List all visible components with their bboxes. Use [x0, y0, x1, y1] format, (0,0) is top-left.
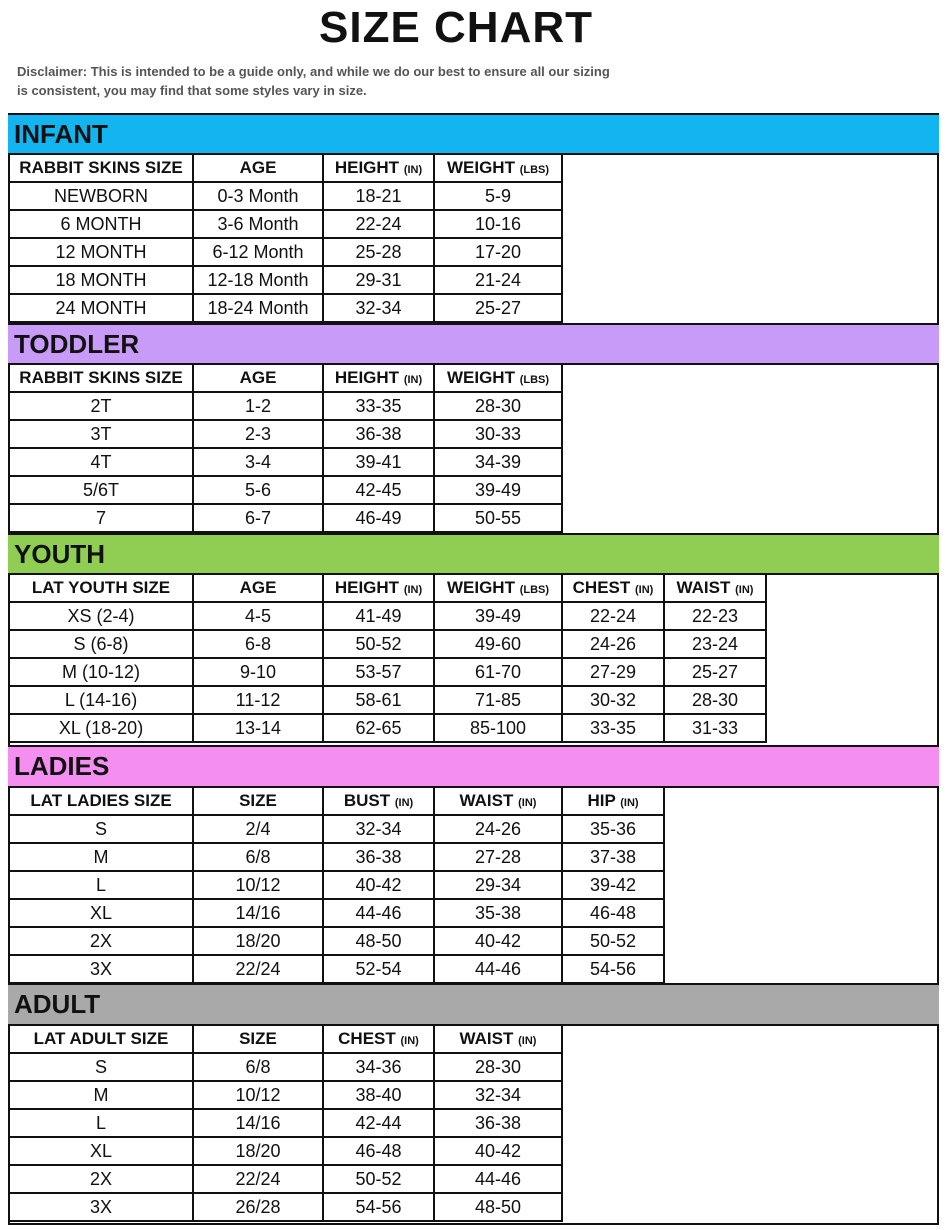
table-cell: 18 MONTH: [9, 266, 193, 294]
table-cell: 39-41: [323, 448, 434, 476]
table-cell: 22-23: [664, 602, 766, 630]
table-cell: 24-26: [562, 630, 664, 658]
table-cell: 21-24: [434, 266, 562, 294]
column-header-unit: (IN): [518, 1035, 537, 1047]
table-cell: NEWBORN: [9, 182, 193, 210]
table-cell: 18/20: [193, 1137, 323, 1165]
column-header-label: WAIST: [459, 791, 514, 810]
page-title: SIZE CHART: [319, 3, 593, 52]
table-cell: 32-34: [323, 815, 434, 843]
column-header-label: SIZE: [239, 1029, 277, 1048]
table-cell: 24 MONTH: [9, 294, 193, 322]
table-cell: 25-27: [434, 294, 562, 322]
table-cell: 33-35: [562, 714, 664, 742]
table-cell: 48-50: [323, 927, 434, 955]
column-header-unit: (IN): [394, 797, 414, 809]
table-cell: 6-12 Month: [193, 238, 323, 266]
table-cell: 50-52: [323, 1165, 434, 1193]
table-cell: 44-46: [434, 1165, 562, 1193]
table-cell: 85-100: [434, 714, 562, 742]
table-cell: 32-34: [434, 1081, 562, 1109]
column-header: [9, 787, 193, 815]
column-header: [9, 154, 193, 182]
column-header-unit: (IN): [620, 797, 639, 809]
table-row: [9, 927, 664, 955]
column-header: [434, 154, 562, 182]
table-cell: 50-52: [562, 927, 664, 955]
column-header-unit: (IN): [735, 584, 754, 596]
column-header-label: HEIGHT: [334, 158, 400, 177]
table-cell: S: [9, 815, 193, 843]
table-cell: 10/12: [193, 871, 323, 899]
table-cell: 9-10: [193, 658, 323, 686]
table-row: [9, 815, 664, 843]
size-table: [8, 786, 665, 984]
table-cell: 25-28: [323, 238, 434, 266]
table-cell: 28-30: [434, 392, 562, 420]
column-header-label: RABBIT SKINS SIZE: [19, 158, 183, 177]
table-row: [9, 686, 766, 714]
table-cell: 5-6: [193, 476, 323, 504]
column-header-unit: (IN): [403, 374, 423, 386]
size-table: [8, 573, 767, 743]
table-row: [9, 1165, 562, 1193]
column-header-label: WEIGHT: [446, 578, 515, 597]
column-header: [9, 574, 193, 602]
table-row: [9, 1193, 562, 1221]
table-cell: 6 MONTH: [9, 210, 193, 238]
table-cell: 1-2: [193, 392, 323, 420]
table-cell: 40-42: [434, 927, 562, 955]
table-cell: 12 MONTH: [9, 238, 193, 266]
table-cell: 34-39: [434, 448, 562, 476]
column-header: [434, 1025, 562, 1053]
column-header-label: HEIGHT: [334, 578, 400, 597]
table-cell: 61-70: [434, 658, 562, 686]
table-cell: 28-30: [664, 686, 766, 714]
table-cell: 58-61: [323, 686, 434, 714]
table-row: [9, 476, 562, 504]
column-header: [664, 574, 766, 602]
column-header-label: LAT ADULT SIZE: [33, 1029, 169, 1048]
column-header-label: RABBIT SKINS SIZE: [19, 368, 183, 387]
column-header: [193, 1025, 323, 1053]
column-header: [434, 574, 562, 602]
table-row: [9, 182, 562, 210]
table-cell: 36-38: [434, 1109, 562, 1137]
table-cell: 36-38: [323, 843, 434, 871]
column-header-label: WEIGHT: [446, 158, 515, 177]
size-table: [8, 153, 563, 323]
column-header-label: AGE: [239, 578, 277, 597]
table-row: [9, 1053, 562, 1081]
table-cell: 2-3: [193, 420, 323, 448]
table-row: [9, 1137, 562, 1165]
table-cell: 33-35: [323, 392, 434, 420]
table-cell: 23-24: [664, 630, 766, 658]
table-cell: 30-33: [434, 420, 562, 448]
table-header-row: [9, 787, 664, 815]
disclaimer-text: Disclaimer: This is intended to be a guide only, and while we do our best to ensure all our sizing is consistent, you may find that some styles vary in size.: [17, 64, 610, 98]
table-cell: 46-49: [323, 504, 434, 532]
column-header-label: CHEST: [572, 578, 631, 597]
table-cell: 14/16: [193, 1109, 323, 1137]
table-cell: 3X: [9, 955, 193, 983]
column-header: [434, 364, 562, 392]
table-cell: 3T: [9, 420, 193, 448]
table-cell: 22/24: [193, 955, 323, 983]
column-header: [193, 364, 323, 392]
table-cell: M (10-12): [9, 658, 193, 686]
table-cell: M: [9, 1081, 193, 1109]
column-header: [323, 1025, 434, 1053]
table-cell: 32-34: [323, 294, 434, 322]
column-header-label: WAIST: [459, 1029, 514, 1048]
table-cell: 6/8: [193, 843, 323, 871]
column-header: [562, 574, 664, 602]
section-heading: TODDLER: [8, 323, 939, 365]
table-row: [9, 843, 664, 871]
column-header: [323, 787, 434, 815]
table-row: [9, 955, 664, 983]
table-cell: 10/12: [193, 1081, 323, 1109]
table-cell: 34-36: [323, 1053, 434, 1081]
column-header: [193, 574, 323, 602]
section-heading: INFANT: [8, 113, 939, 155]
table-cell: XL: [9, 899, 193, 927]
table-cell: L (14-16): [9, 686, 193, 714]
table-cell: 36-38: [323, 420, 434, 448]
table-cell: 54-56: [323, 1193, 434, 1221]
table-cell: 2X: [9, 927, 193, 955]
table-cell: 29-31: [323, 266, 434, 294]
table-row: [9, 210, 562, 238]
column-header-label: WEIGHT: [446, 368, 515, 387]
table-cell: 39-42: [562, 871, 664, 899]
table-row: [9, 871, 664, 899]
table-cell: 27-28: [434, 843, 562, 871]
table-cell: 12-18 Month: [193, 266, 323, 294]
table-cell: 14/16: [193, 899, 323, 927]
size-table: [8, 1024, 563, 1222]
section-heading: LADIES: [8, 745, 939, 788]
table-cell: 39-49: [434, 476, 562, 504]
table-cell: 44-46: [323, 899, 434, 927]
table-cell: 17-20: [434, 238, 562, 266]
table-cell: 30-32: [562, 686, 664, 714]
table-cell: 40-42: [434, 1137, 562, 1165]
section-heading: ADULT: [8, 983, 939, 1026]
table-cell: M: [9, 843, 193, 871]
table-cell: 71-85: [434, 686, 562, 714]
section-heading: YOUTH: [8, 533, 939, 575]
size-table: [8, 363, 563, 533]
table-cell: 7: [9, 504, 193, 532]
table-cell: 54-56: [562, 955, 664, 983]
column-header-unit: (IN): [400, 1035, 419, 1047]
table-cell: 39-49: [434, 602, 562, 630]
table-cell: 49-60: [434, 630, 562, 658]
table-cell: 3-6 Month: [193, 210, 323, 238]
table-cell: XL (18-20): [9, 714, 193, 742]
column-header: [323, 364, 434, 392]
table-cell: 28-30: [434, 1053, 562, 1081]
table-cell: 4T: [9, 448, 193, 476]
table-cell: 3X: [9, 1193, 193, 1221]
table-cell: 2X: [9, 1165, 193, 1193]
table-cell: 5-9: [434, 182, 562, 210]
column-header-unit: (IN): [635, 584, 654, 596]
table-cell: 41-49: [323, 602, 434, 630]
table-row: [9, 630, 766, 658]
column-header-unit: (LBS): [519, 164, 550, 176]
table-cell: 53-57: [323, 658, 434, 686]
table-cell: 18/20: [193, 927, 323, 955]
table-header-row: [9, 574, 766, 602]
table-cell: 5/6T: [9, 476, 193, 504]
column-header-unit: (IN): [403, 584, 423, 596]
table-row: [9, 899, 664, 927]
table-cell: 26/28: [193, 1193, 323, 1221]
table-cell: 2T: [9, 392, 193, 420]
table-cell: 22/24: [193, 1165, 323, 1193]
table-cell: 18-24 Month: [193, 294, 323, 322]
table-cell: 44-46: [434, 955, 562, 983]
table-cell: 6/8: [193, 1053, 323, 1081]
column-header-unit: (IN): [403, 164, 423, 176]
column-header-label: WAIST: [676, 578, 731, 597]
column-header-unit: (LBS): [519, 374, 550, 386]
table-cell: 27-29: [562, 658, 664, 686]
column-header: [562, 787, 664, 815]
table-row: [9, 420, 562, 448]
table-cell: L: [9, 871, 193, 899]
table-row: [9, 448, 562, 476]
table-cell: 50-55: [434, 504, 562, 532]
column-header-label: LAT LADIES SIZE: [30, 791, 172, 810]
table-cell: 4-5: [193, 602, 323, 630]
table-row: [9, 504, 562, 532]
table-cell: 31-33: [664, 714, 766, 742]
column-header: [434, 787, 562, 815]
table-cell: 0-3 Month: [193, 182, 323, 210]
column-header-label: AGE: [239, 368, 277, 387]
table-cell: 25-27: [664, 658, 766, 686]
table-cell: 6-7: [193, 504, 323, 532]
table-row: [9, 1081, 562, 1109]
table-cell: 29-34: [434, 871, 562, 899]
table-cell: 10-16: [434, 210, 562, 238]
column-header-label: CHEST: [338, 1029, 396, 1048]
table-cell: 13-14: [193, 714, 323, 742]
table-cell: 2/4: [193, 815, 323, 843]
column-header-label: LAT YOUTH SIZE: [31, 578, 171, 597]
table-cell: 11-12: [193, 686, 323, 714]
table-cell: S (6-8): [9, 630, 193, 658]
table-row: [9, 266, 562, 294]
column-header-unit: (LBS): [519, 584, 550, 596]
table-cell: 18-21: [323, 182, 434, 210]
table-row: [9, 294, 562, 322]
table-cell: 6-8: [193, 630, 323, 658]
table-cell: 42-45: [323, 476, 434, 504]
column-header: [9, 1025, 193, 1053]
column-header-label: BUST: [343, 791, 391, 810]
table-cell: XS (2-4): [9, 602, 193, 630]
table-cell: 62-65: [323, 714, 434, 742]
table-cell: 35-38: [434, 899, 562, 927]
column-header-label: AGE: [239, 158, 277, 177]
table-cell: L: [9, 1109, 193, 1137]
table-cell: 48-50: [434, 1193, 562, 1221]
table-cell: 50-52: [323, 630, 434, 658]
table-cell: 46-48: [562, 899, 664, 927]
table-cell: 38-40: [323, 1081, 434, 1109]
column-header: [9, 364, 193, 392]
column-header: [193, 787, 323, 815]
table-header-row: [9, 364, 562, 392]
table-cell: 42-44: [323, 1109, 434, 1137]
table-cell: 3-4: [193, 448, 323, 476]
table-cell: 35-36: [562, 815, 664, 843]
table-cell: 46-48: [323, 1137, 434, 1165]
table-row: [9, 658, 766, 686]
table-header-row: [9, 1025, 562, 1053]
table-cell: 52-54: [323, 955, 434, 983]
column-header: [193, 154, 323, 182]
table-cell: 24-26: [434, 815, 562, 843]
table-row: [9, 602, 766, 630]
column-header-unit: (IN): [518, 797, 537, 809]
column-header-label: HIP: [587, 791, 616, 810]
table-cell: 22-24: [562, 602, 664, 630]
column-header-label: HEIGHT: [334, 368, 400, 387]
table-cell: XL: [9, 1137, 193, 1165]
table-header-row: [9, 154, 562, 182]
table-row: [9, 714, 766, 742]
column-header: [323, 154, 434, 182]
table-cell: 22-24: [323, 210, 434, 238]
table-row: [9, 1109, 562, 1137]
table-cell: 40-42: [323, 871, 434, 899]
table-cell: S: [9, 1053, 193, 1081]
column-header: [323, 574, 434, 602]
column-header-label: SIZE: [239, 791, 277, 810]
table-row: [9, 392, 562, 420]
table-row: [9, 238, 562, 266]
table-cell: 37-38: [562, 843, 664, 871]
